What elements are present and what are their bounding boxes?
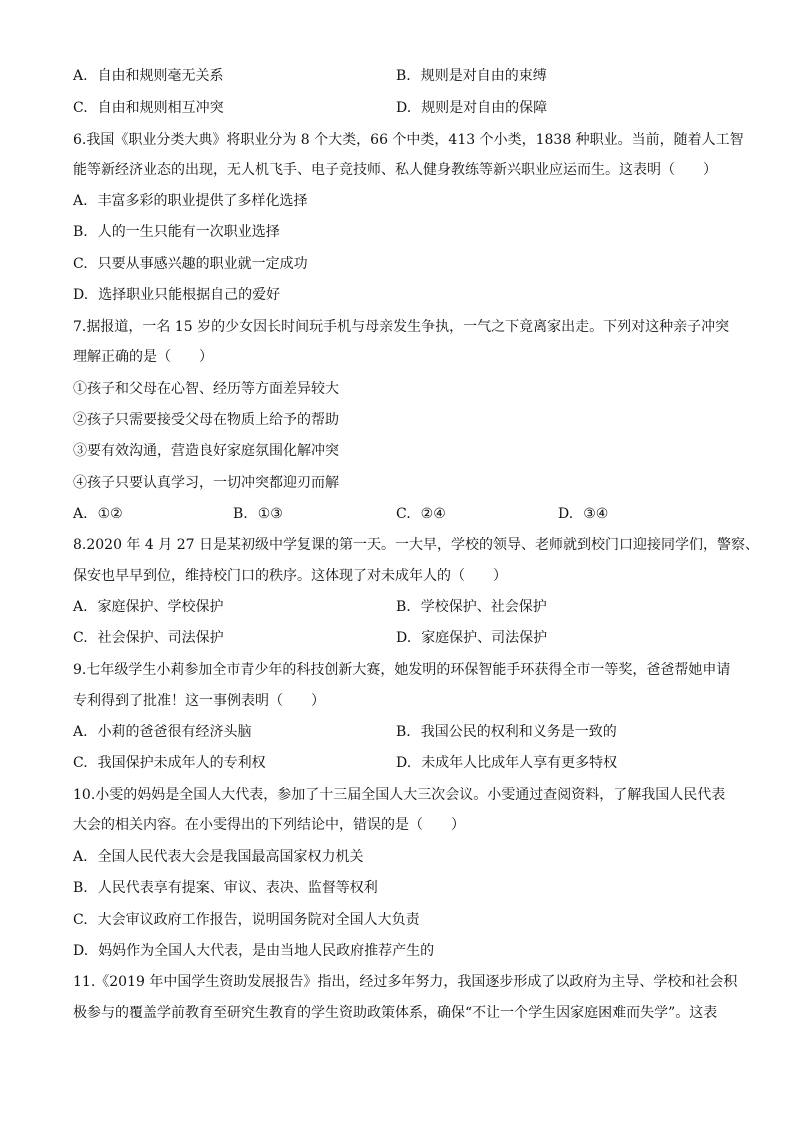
q7-option-b[interactable]: B. ①③: [233, 506, 283, 522]
q10-stem-line-2: 大会的相关内容。在小雯得出的下列结论中，错误的是（ ）: [73, 817, 465, 833]
q7-option-row: [73, 502, 734, 526]
q9-option-d[interactable]: D. 未成年人比成年人享有更多特权: [396, 755, 618, 771]
q6-option-d[interactable]: D. 选择职业只能根据自己的爱好: [73, 287, 281, 303]
q11-stem-line-2: 极参与的覆盖学前教育至研究生教育的学生资助政策体系，确保“不让一个学生因家庭困难而失学”。这表: [73, 1005, 718, 1021]
q5-option-c[interactable]: C. 自由和规则相互冲突: [73, 100, 224, 116]
q10-option-b[interactable]: B. 人民代表享有提案、审议、表决、监督等权利: [73, 880, 378, 896]
q11-stem-line-1: 11.《2019 年中国学生资助发展报告》指出，经过多年努力，我国逐步形成了以政府为主导、学校和社会积: [73, 974, 738, 990]
q6-stem-line-2: 能等新经济业态的出现，无人机飞手、电子竞技师、私人健身教练等新兴职业应运而生。这表明（ ）: [73, 162, 717, 178]
q7-option-c[interactable]: C. ②④: [396, 506, 446, 522]
q9-option-row-2: [73, 751, 734, 775]
q8-option-b[interactable]: B. 学校保护、社会保护: [396, 599, 547, 615]
q9-stem-line-2: 专利得到了批准！这一事例表明（ ）: [73, 693, 325, 709]
q8-option-row-1: [73, 595, 734, 619]
q5-option-row-1: [73, 64, 734, 88]
q9-stem-line-1: 9.七年级学生小莉参加全市青少年的科技创新大赛，她发明的环保智能手环获得全市一等奖，爸爸帮她申请: [73, 662, 731, 678]
q7-stem-line-2: 理解正确的是（ ）: [73, 349, 213, 365]
q7-stem-line-1: 7.据报道，一名 15 岁的少女因长时间玩手机与母亲发生争执，一气之下竟离家出走。下列对这种亲子冲突: [73, 319, 730, 335]
q8-stem-line-2: 保安也早早到位，维持校门口的秩序。这体现了对未成年人的（ ）: [73, 568, 507, 584]
q5-option-a[interactable]: A. 自由和规则毫无关系: [73, 68, 224, 84]
q9-option-a[interactable]: A. 小莉的爸爸很有经济头脑: [73, 724, 252, 740]
q9-option-c[interactable]: C. 我国保护未成年人的专利权: [73, 755, 266, 771]
q10-option-d[interactable]: D. 妈妈作为全国人大代表，是由当地人民政府推荐产生的: [73, 943, 435, 959]
q10-option-c[interactable]: C. 大会审议政府工作报告，说明国务院对全国人大负责: [73, 912, 420, 928]
q7-statement-4: ④孩子只要认真学习，一切冲突都迎刃而解: [73, 475, 339, 491]
q8-option-c[interactable]: C. 社会保护、司法保护: [73, 630, 224, 646]
q6-option-c[interactable]: C. 只要从事感兴趣的职业就一定成功: [73, 256, 308, 272]
q8-stem-line-1: 8.2020 年 4 月 27 日是某初级中学复课的第一天。一大早，学校的领导、老师就到校门口迎接同学们，警察、: [73, 537, 759, 553]
q6-stem-line-1: 6.我国《职业分类大典》将职业分为 8 个大类，66 个中类，413 个小类，1838 种职业。当前，随着人工智: [73, 132, 744, 148]
q8-option-d[interactable]: D. 家庭保护、司法保护: [396, 630, 548, 646]
q9-option-b[interactable]: B. 我国公民的权利和义务是一致的: [396, 724, 617, 740]
q8-option-a[interactable]: A. 家庭保护、学校保护: [73, 599, 224, 615]
q5-option-d[interactable]: D. 规则是对自由的保障: [396, 100, 548, 116]
q7-statement-1: ①孩子和父母在心智、经历等方面差异较大: [73, 381, 339, 397]
q10-stem-line-1: 10.小雯的妈妈是全国人大代表，参加了十三届全国人大三次会议。小雯通过查阅资料，了解我国人民代表: [73, 787, 726, 803]
q8-option-row-2: [73, 626, 734, 650]
q7-statement-3: ③要有效沟通，营造良好家庭氛围化解冲突: [73, 443, 339, 459]
q6-option-b[interactable]: B. 人的一生只能有一次职业选择: [73, 224, 280, 240]
q7-option-d[interactable]: D. ③④: [558, 506, 609, 522]
q6-option-a[interactable]: A. 丰富多彩的职业提供了多样化选择: [73, 193, 308, 209]
q10-option-a[interactable]: A. 全国人民代表大会是我国最高国家权力机关: [73, 849, 364, 865]
q5-option-row-2: [73, 96, 734, 120]
q7-statement-2: ②孩子只需要接受父母在物质上给予的帮助: [73, 412, 339, 428]
q5-option-b[interactable]: B. 规则是对自由的束缚: [396, 68, 547, 84]
q7-option-a[interactable]: A. ①②: [73, 506, 123, 522]
q9-option-row-1: [73, 720, 734, 744]
